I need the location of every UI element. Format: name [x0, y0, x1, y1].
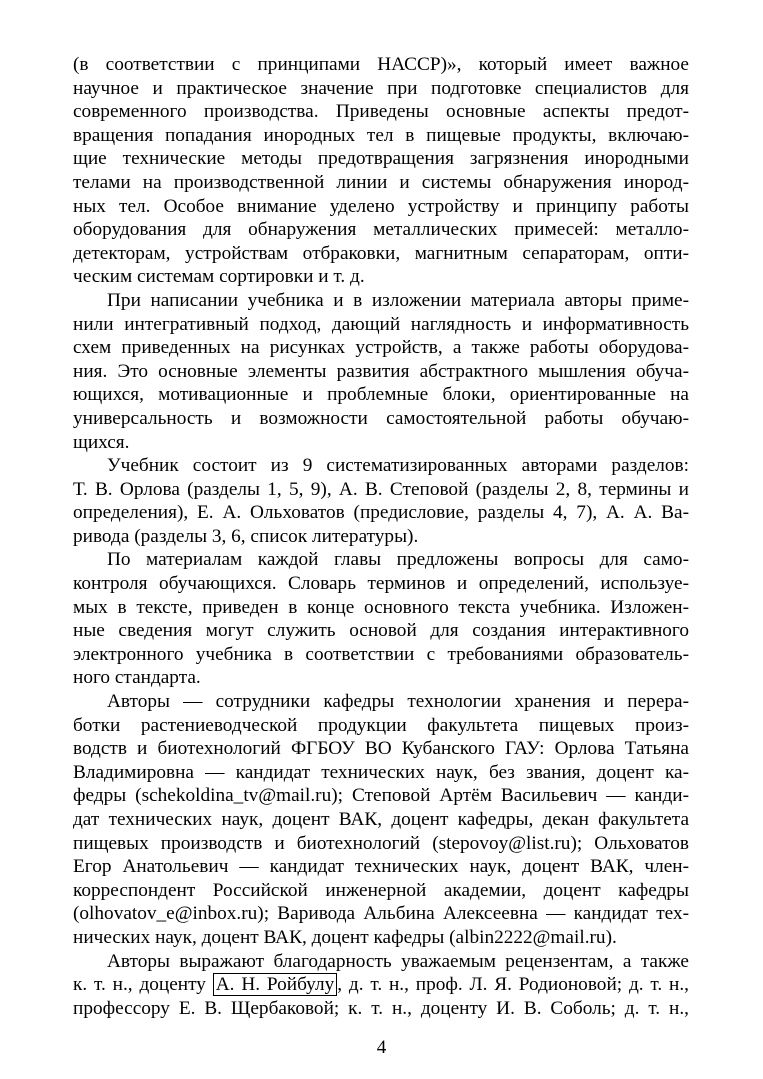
document-body: [73, 53, 689, 1020]
text-line-with-highlight: [73, 973, 689, 997]
text-line: щихся.: [73, 431, 130, 453]
page-number: 4: [376, 1037, 387, 1058]
text-line: схем приведенных на рисунках устройств, а также работы оборудова-: [73, 337, 689, 359]
text-line: ного стандарта.: [73, 667, 201, 689]
text-before-highlight: к. т. н., доценту: [73, 974, 206, 996]
text-line: оборудования для обнаружения металлических примесей: металло-: [73, 219, 689, 241]
text-line: ривода (разделы 3, 6, список литературы).: [73, 525, 419, 547]
text-line: ных тел. Особое внимание уделено устройству и принципу работы: [73, 195, 689, 217]
text-line: мых в тексте, приведен в конце основного текста учебника. Изложен-: [73, 596, 689, 618]
text-line: федры (schekoldina_tv@mail.ru); Степовой Артём Васильевич — канди-: [73, 785, 689, 807]
paragraph-first-line: Авторы выражают благодарность уважаемым рецензентам, а также: [107, 950, 689, 972]
text-line: Т. В. Орлова (разделы 1, 5, 9), А. В. Степовой (разделы 2, 8, термины и: [73, 478, 689, 500]
text-line: дат технических наук, доцент ВАК, доцент кафедры, декан факультета: [73, 809, 689, 830]
text-line: Егор Анатольевич — кандидат технических наук, доцент ВАК, член-: [73, 856, 689, 878]
text-line: ботки растениеводческой продукции факультета пищевых произ-: [73, 714, 689, 736]
text-line: водств и биотехнологий ФГБОУ ВО Кубанского ГАУ: Орлова Татьяна: [73, 738, 689, 760]
paragraph-first-line: По материалам каждой главы предложены вопросы для само-: [107, 549, 689, 571]
text-line: определения), Е. А. Ольховатов (предисловие, разделы 4, 7), А. А. Ва-: [73, 502, 689, 524]
text-line: (в соответствии с принципами НАССР)», который имеет важное: [73, 54, 689, 75]
paragraph-first-line: Учебник состоит из 9 систематизированных авторами разделов:: [107, 455, 689, 477]
text-line: нили интегративный подход, дающий наглядность и информативность: [73, 313, 689, 335]
text-line: универсальность и возможности самостоятельной работы обучаю-: [73, 407, 689, 429]
text-line: щие технические методы предотвращения загрязнения инородными: [73, 148, 689, 170]
paragraph-first-line: При написании учебника и в изложении материала авторы приме-: [107, 289, 689, 311]
text-line: вращения попадания инородных тел в пищевые продукты, включаю-: [73, 124, 689, 146]
text-line: (olhovatov_e@inbox.ru); Варивода Альбина Алексеевна — кандидат тех-: [73, 903, 689, 925]
text-line: детекторам, устройствам отбраковки, магнитным сепараторам, опти-: [73, 242, 689, 264]
text-line: ния. Это основные элементы развития абстрактного мышления обуча-: [73, 360, 689, 382]
text-line: нических наук, доцент ВАК, доцент кафедры (albin2222@mail.ru).: [73, 926, 617, 948]
text-line: пищевых производств и биотехнологий (stepovoy@list.ru); Ольховатов: [73, 832, 689, 854]
highlighted-name-box: А. Н. Ройбулу: [213, 973, 338, 996]
text-line: ющихся, мотивационные и проблемные блоки, ориентированные на: [73, 384, 689, 406]
text-after-highlight: , д. т. н., проф. Л. Я. Родионовой; д. т. н.,: [337, 974, 689, 996]
text-line: контроля обучающихся. Словарь терминов и определений, используе-: [73, 573, 689, 595]
text-line: электронного учебника в соответствии с требованиями образователь-: [73, 643, 689, 665]
text-line: телами на производственной линии и системы обнаружения инород-: [73, 171, 689, 193]
text-line: профессору Е. В. Щербаковой; к. т. н., доценту И. В. Соболь; д. т. н.,: [73, 997, 689, 1019]
text-line: современного производства. Приведены основные аспекты предот-: [73, 101, 689, 123]
paragraph-first-line: Авторы — сотрудники кафедры технологии хранения и перера-: [107, 691, 689, 713]
text-line: ные сведения могут служить основой для создания интерактивного: [73, 620, 689, 642]
text-line: Владимировна — кандидат технических наук, без звания, доцент ка-: [73, 761, 689, 783]
text-line: научное и практическое значение при подготовке специалистов для: [73, 77, 689, 99]
text-line: ческим системам сортировки и т. д.: [73, 266, 365, 288]
text-line: корреспондент Российской инженерной академии, доцент кафедры: [73, 879, 689, 901]
